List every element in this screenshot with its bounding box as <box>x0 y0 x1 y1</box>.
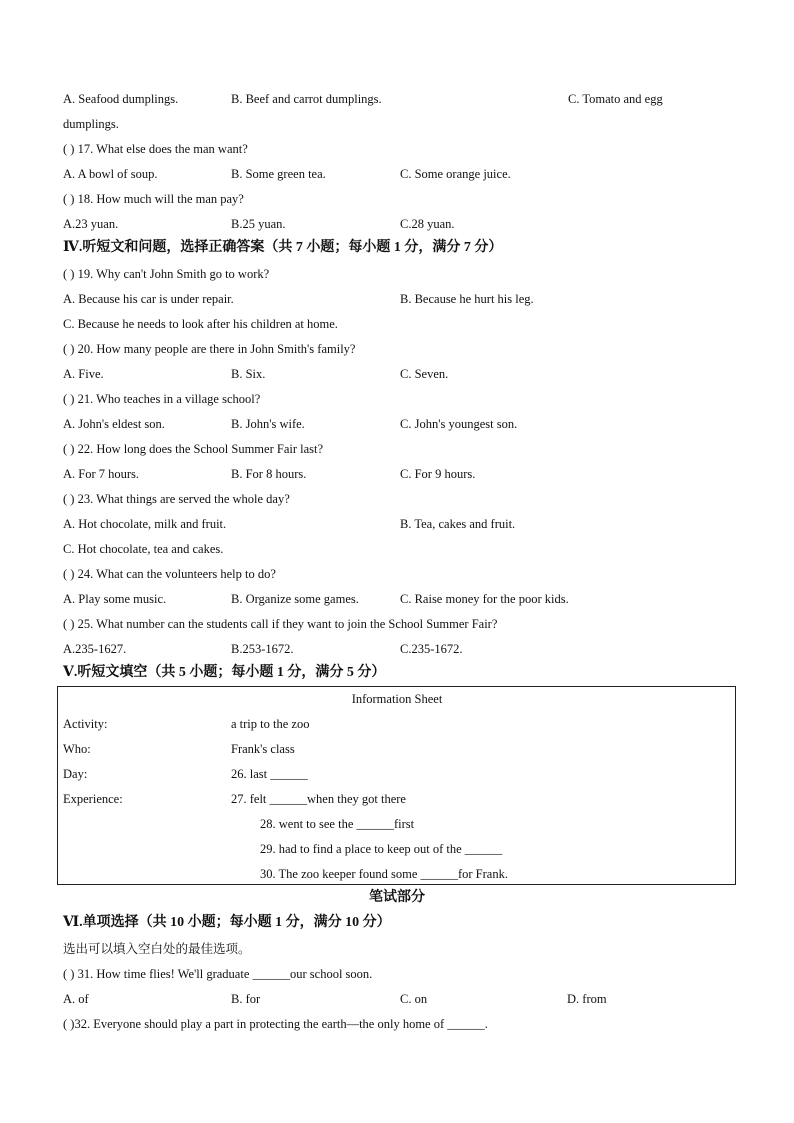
q24-stem: ( ) 24. What can the volunteers help to do? <box>63 567 276 581</box>
q18-option-b: B.25 yuan. <box>231 217 286 231</box>
q18-stem: ( ) 18. How much will the man pay? <box>63 192 244 206</box>
experience-blank-30: 30. The zoo keeper found some ______for Frank. <box>260 867 508 881</box>
q20-option-a: A. Five. <box>63 367 104 381</box>
information-sheet-title: Information Sheet <box>351 692 443 706</box>
q25-option-b: B.253-1672. <box>231 642 294 656</box>
q16-option-c-continued: dumplings. <box>63 117 119 131</box>
q16-option-a: A. Seafood dumplings. <box>63 92 179 106</box>
who-label: Who: <box>63 742 91 756</box>
q24-option-b: B. Organize some games. <box>231 592 359 606</box>
experience-blank-27: 27. felt ______when they got there <box>231 792 406 806</box>
section-5-heading: Ⅴ.听短文填空（共 5 小题；每小题 1 分，满分 5 分） <box>63 665 386 680</box>
q31-option-a: A. of <box>63 992 89 1006</box>
q20-option-b: B. Six. <box>231 367 266 381</box>
q21-stem: ( ) 21. Who teaches in a village school? <box>63 392 261 406</box>
q25-stem: ( ) 25. What number can the students call if they want to join the School Summer Fair? <box>63 617 498 631</box>
experience-blank-28: 28. went to see the ______first <box>260 817 415 831</box>
written-part-title: 笔试部分 <box>369 890 425 905</box>
day-label: Day: <box>63 767 88 781</box>
q20-option-c: C. Seven. <box>400 367 449 381</box>
q17-option-a: A. A bowl of soup. <box>63 167 158 181</box>
q19-option-c: C. Because he needs to look after his children at home. <box>63 317 338 331</box>
q22-stem: ( ) 22. How long does the School Summer Fair last? <box>63 442 324 456</box>
experience-label: Experience: <box>63 792 123 806</box>
q32-stem: ( )32. Everyone should play a part in protecting the earth—the only home of ______. <box>63 1017 488 1031</box>
q23-stem: ( ) 23. What things are served the whole day? <box>63 492 290 506</box>
q18-option-c: C.28 yuan. <box>400 217 455 231</box>
q31-option-c: C. on <box>400 992 428 1006</box>
q21-option-c: C. John's youngest son. <box>400 417 518 431</box>
q20-stem: ( ) 20. How many people are there in John Smith's family? <box>63 342 356 356</box>
activity-label: Activity: <box>63 717 108 731</box>
q17-option-c: C. Some orange juice. <box>400 167 511 181</box>
q17-stem: ( ) 17. What else does the man want? <box>63 142 248 156</box>
q19-option-b: B. Because he hurt his leg. <box>400 292 534 306</box>
q24-option-c: C. Raise money for the poor kids. <box>400 592 569 606</box>
who-value: Frank's class <box>231 742 295 756</box>
q23-option-a: A. Hot chocolate, milk and fruit. <box>63 517 227 531</box>
q17-option-b: B. Some green tea. <box>231 167 326 181</box>
q25-option-a: A.235-1627. <box>63 642 127 656</box>
q19-stem: ( ) 19. Why can't John Smith go to work? <box>63 267 270 281</box>
day-value-blank-26: 26. last ______ <box>231 767 308 781</box>
q22-option-b: B. For 8 hours. <box>231 467 307 481</box>
experience-blank-29: 29. had to find a place to keep out of the ______ <box>260 842 503 856</box>
q31-option-b: B. for <box>231 992 261 1006</box>
activity-value: a trip to the zoo <box>231 717 310 731</box>
q22-option-a: A. For 7 hours. <box>63 467 140 481</box>
q23-option-b: B. Tea, cakes and fruit. <box>400 517 516 531</box>
q18-option-a: A.23 yuan. <box>63 217 119 231</box>
q21-option-b: B. John's wife. <box>231 417 305 431</box>
q21-option-a: A. John's eldest son. <box>63 417 165 431</box>
q19-option-a: A. Because his car is under repair. <box>63 292 234 306</box>
q24-option-a: A. Play some music. <box>63 592 167 606</box>
q31-option-d: D. from <box>567 992 607 1006</box>
q22-option-c: C. For 9 hours. <box>400 467 476 481</box>
q23-option-c: C. Hot chocolate, tea and cakes. <box>63 542 224 556</box>
q25-option-c: C.235-1672. <box>400 642 463 656</box>
q16-option-c: C. Tomato and egg <box>568 92 663 106</box>
section-6-instruction: 选出可以填入空白处的最佳选项。 <box>63 942 251 956</box>
q31-stem: ( ) 31. How time flies! We'll graduate ______our school soon. <box>63 967 373 981</box>
q16-option-b: B. Beef and carrot dumplings. <box>231 92 382 106</box>
section-4-heading: Ⅳ.听短文和问题，选择正确答案（共 7 小题；每小题 1 分，满分 7 分） <box>63 240 503 255</box>
section-6-heading: Ⅵ.单项选择（共 10 小题；每小题 1 分，满分 10 分） <box>63 915 391 930</box>
